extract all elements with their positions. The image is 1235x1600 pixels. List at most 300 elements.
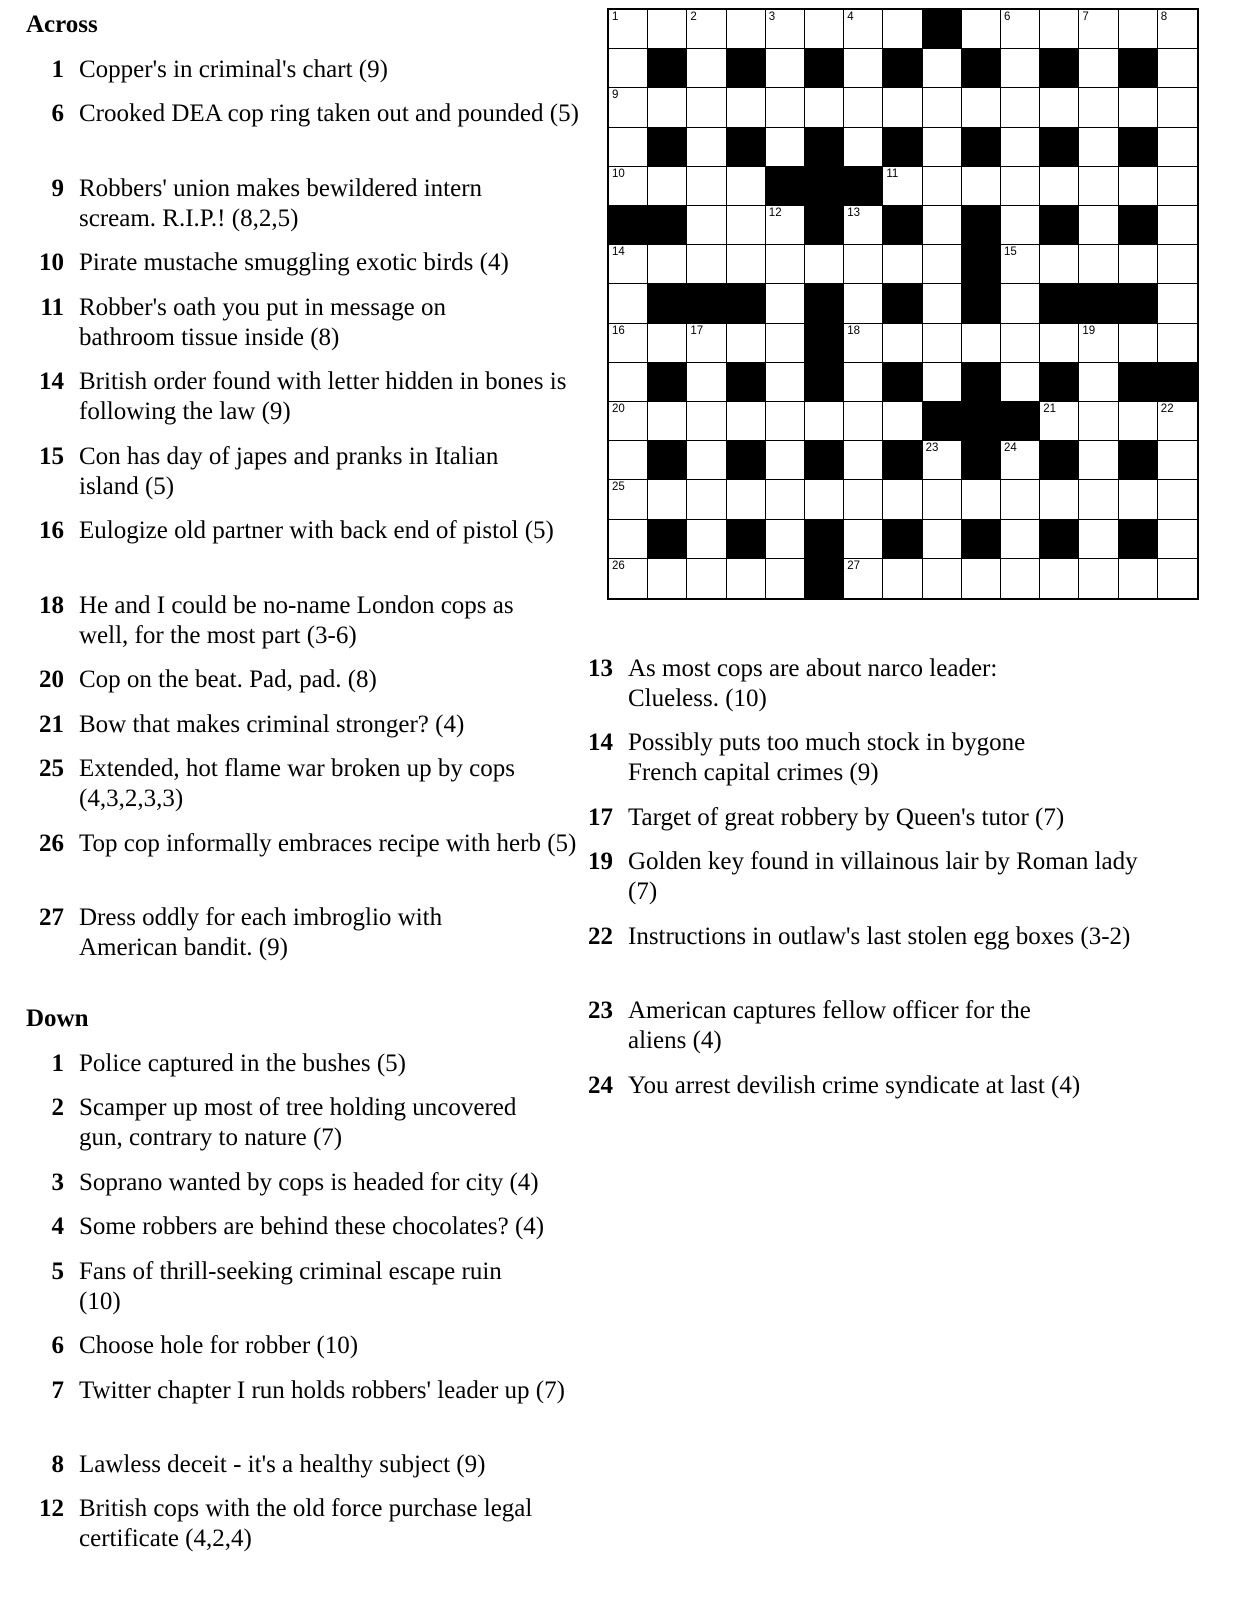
grid-cell[interactable] [687, 206, 726, 245]
grid-cell[interactable] [609, 10, 648, 49]
grid-cell[interactable] [883, 10, 922, 49]
grid-cell[interactable] [687, 128, 726, 167]
grid-cell[interactable] [1040, 167, 1079, 206]
grid-cell[interactable] [766, 284, 805, 323]
cell-number: 11 [886, 167, 899, 180]
black-square [1040, 284, 1079, 323]
grid-cell[interactable] [1001, 167, 1040, 206]
grid-cell[interactable] [883, 480, 922, 519]
grid-cell[interactable] [1119, 88, 1158, 127]
grid-cell[interactable] [1001, 324, 1040, 363]
black-square [805, 559, 844, 598]
grid-cell[interactable] [1001, 49, 1040, 88]
down-clue [575, 654, 1048, 714]
clue-number: 20 [39, 666, 64, 693]
grid-cell[interactable] [844, 88, 883, 127]
down-clue [575, 728, 1078, 788]
grid-cell[interactable] [1079, 49, 1118, 88]
cell-number: 7 [1082, 11, 1089, 23]
grid-cell[interactable] [923, 520, 962, 559]
grid-cell[interactable] [844, 49, 883, 88]
cell-number: 24 [1004, 442, 1017, 455]
cell-number: 5 [925, 11, 932, 23]
grid-cell[interactable] [766, 402, 805, 441]
black-square [805, 49, 844, 88]
across-clue [26, 710, 579, 740]
grid-cell[interactable] [923, 363, 962, 402]
grid-cell[interactable] [805, 480, 844, 519]
clue-number: 5 [51, 1258, 64, 1285]
clue-number: 14 [39, 368, 64, 395]
across-clue [26, 293, 479, 353]
grid-cell[interactable] [962, 324, 1001, 363]
down-clue [26, 1331, 579, 1361]
grid-cell[interactable] [923, 480, 962, 519]
black-square [1040, 206, 1079, 245]
grid-cell[interactable] [609, 324, 648, 363]
grid-cell[interactable] [1079, 363, 1118, 402]
grid-cell[interactable] [1001, 520, 1040, 559]
grid-cell[interactable] [1079, 402, 1118, 441]
black-square [648, 284, 687, 323]
grid-cell[interactable] [1158, 167, 1197, 206]
clue-text: As most cops are about narco leader: Clueless. (10) [628, 655, 998, 712]
grid-cell[interactable] [1001, 206, 1040, 245]
down-clue [26, 1049, 579, 1079]
clue-number: 13 [588, 655, 613, 682]
grid-cell[interactable] [1079, 441, 1118, 480]
grid-cell[interactable] [923, 206, 962, 245]
clue-text: Choose hole for robber (10) [79, 1332, 359, 1359]
grid-cell[interactable] [1119, 559, 1158, 598]
grid-cell[interactable] [1079, 324, 1118, 363]
grid-cell[interactable] [883, 245, 922, 284]
clue-text: He and I could be no-name London cops as well, for the most part (3-6) [79, 592, 514, 649]
cell-number: 2 [690, 11, 697, 23]
clue-text: Eulogize old partner with back end of pistol (5) [79, 517, 554, 544]
black-square [1040, 441, 1079, 480]
black-square [923, 402, 962, 441]
grid-cell[interactable] [727, 88, 766, 127]
black-square [727, 128, 766, 167]
cell-number: 27 [847, 559, 860, 572]
grid-cell[interactable] [687, 520, 726, 559]
grid-cell[interactable] [727, 480, 766, 519]
black-square [923, 10, 962, 49]
grid-cell[interactable] [727, 324, 766, 363]
clue-number: 9 [51, 175, 64, 202]
grid-cell[interactable] [1158, 284, 1197, 323]
across-clue [26, 754, 554, 814]
grid-cell[interactable] [766, 363, 805, 402]
grid-cell[interactable] [609, 128, 648, 167]
grid-cell[interactable] [727, 245, 766, 284]
grid-cell[interactable] [844, 10, 883, 49]
grid-cell[interactable] [1158, 520, 1197, 559]
grid-cell[interactable] [805, 10, 844, 49]
clue-number: 26 [39, 830, 64, 857]
black-square [648, 206, 687, 245]
grid-cell[interactable] [727, 206, 766, 245]
clue-number: 17 [588, 804, 613, 831]
black-square [1119, 363, 1158, 402]
grid-cell[interactable] [1040, 10, 1079, 49]
grid-cell[interactable] [844, 245, 883, 284]
grid-cell[interactable] [844, 402, 883, 441]
grid-cell[interactable] [962, 480, 1001, 519]
grid-cell[interactable] [805, 402, 844, 441]
grid-cell[interactable] [687, 88, 726, 127]
black-square [962, 128, 1001, 167]
grid-cell[interactable] [1079, 128, 1118, 167]
grid-cell[interactable] [883, 402, 922, 441]
black-square [1158, 363, 1197, 402]
grid-cell[interactable] [609, 559, 648, 598]
grid-cell[interactable] [844, 128, 883, 167]
clue-number: 2 [51, 1094, 64, 1121]
grid-cell[interactable] [1158, 245, 1197, 284]
grid-cell[interactable] [609, 167, 648, 206]
grid-cell[interactable] [962, 10, 1001, 49]
grid-cell[interactable] [1158, 10, 1197, 49]
grid-cell[interactable] [1079, 480, 1118, 519]
grid-cell[interactable] [883, 559, 922, 598]
down-clue [26, 1450, 579, 1480]
across-clue [26, 442, 539, 502]
grid-cell[interactable] [1158, 49, 1197, 88]
grid-cell[interactable] [687, 402, 726, 441]
grid-cell[interactable] [1158, 559, 1197, 598]
grid-cell[interactable] [1079, 88, 1118, 127]
grid-cell[interactable] [1001, 245, 1040, 284]
grid-cell[interactable] [687, 324, 726, 363]
grid-cell[interactable] [1040, 88, 1079, 127]
grid-cell[interactable] [844, 520, 883, 559]
grid-cell[interactable] [844, 363, 883, 402]
clue-number: 10 [39, 249, 64, 276]
cell-number: 19 [1082, 324, 1096, 337]
clue-text: Pirate mustache smuggling exotic birds (4) [79, 249, 509, 276]
cell-number: 23 [925, 442, 939, 455]
grid-cell[interactable] [648, 480, 687, 519]
down-clue [26, 1168, 584, 1198]
clue-text: Fans of thrill-seeking criminal escape ruin (10) [79, 1258, 502, 1315]
grid-cell[interactable] [766, 245, 805, 284]
grid-cell[interactable] [687, 441, 726, 480]
black-square [609, 206, 648, 245]
cell-number: 3 [768, 11, 776, 23]
grid-cell[interactable] [766, 206, 805, 245]
clue-text: Con has day of japes and pranks in Italian island (5) [79, 443, 499, 500]
clue-number: 4 [51, 1213, 64, 1240]
cell-number: 25 [612, 481, 625, 494]
grid-cell[interactable] [844, 480, 883, 519]
grid-cell[interactable] [923, 167, 962, 206]
clue-text: Robbers' union makes bewildered intern scream. R.I.P.! (8,2,5) [79, 175, 483, 232]
grid-cell[interactable] [1001, 363, 1040, 402]
grid-cell[interactable] [1001, 88, 1040, 127]
grid-cell[interactable] [923, 49, 962, 88]
black-square [1119, 206, 1158, 245]
across-clue [26, 665, 579, 695]
grid-cell[interactable] [1119, 324, 1158, 363]
grid-cell[interactable] [1040, 402, 1079, 441]
grid-cell[interactable] [844, 559, 883, 598]
black-square [1040, 363, 1079, 402]
clue-text: Robber's oath you put in message on bathroom tissue inside (8) [79, 294, 446, 351]
clue-text: Instructions in outlaw's last stolen egg boxes (3-2) [628, 923, 1131, 950]
down-clue [575, 803, 1148, 833]
clue-number: 6 [51, 100, 64, 127]
grid-cell[interactable] [1001, 128, 1040, 167]
grid-cell[interactable] [1040, 480, 1079, 519]
grid-cell[interactable] [727, 559, 766, 598]
black-square [962, 402, 1001, 441]
grid-cell[interactable] [1001, 441, 1040, 480]
grid-cell[interactable] [1158, 128, 1197, 167]
grid-cell[interactable] [1119, 245, 1158, 284]
grid-cell[interactable] [1079, 206, 1118, 245]
clue-text: Possibly puts too much stock in bygone French capital crimes (9) [628, 729, 1026, 786]
clue-number: 22 [588, 923, 613, 950]
black-square [1040, 128, 1079, 167]
grid-cell[interactable] [609, 363, 648, 402]
grid-cell[interactable] [962, 559, 1001, 598]
cell-number: 26 [612, 559, 625, 572]
clue-number: 6 [51, 1332, 64, 1359]
grid-cell[interactable] [727, 402, 766, 441]
clue-number: 11 [40, 294, 64, 321]
grid-cell[interactable] [1079, 245, 1118, 284]
grid-cell[interactable] [1001, 559, 1040, 598]
grid-cell[interactable] [609, 520, 648, 559]
clue-number: 7 [51, 1377, 64, 1404]
grid-cell[interactable] [1001, 284, 1040, 323]
black-square [962, 206, 1001, 245]
grid-cell[interactable] [609, 402, 648, 441]
grid-cell[interactable] [1119, 167, 1158, 206]
grid-cell[interactable] [1158, 402, 1197, 441]
grid-cell[interactable] [687, 559, 726, 598]
grid-cell[interactable] [923, 245, 962, 284]
black-square [805, 167, 844, 206]
grid-cell[interactable] [883, 324, 922, 363]
clue-text: American captures fellow officer for the aliens (4) [628, 997, 1031, 1054]
grid-cell[interactable] [687, 10, 726, 49]
black-square [805, 441, 844, 480]
black-square [648, 441, 687, 480]
grid-cell[interactable] [766, 128, 805, 167]
black-square [962, 49, 1001, 88]
clue-text: Soprano wanted by cops is headed for city (4) [79, 1169, 539, 1196]
black-square [648, 128, 687, 167]
cell-number: 18 [847, 324, 860, 337]
down-clue [26, 1494, 579, 1554]
grid-cell[interactable] [844, 206, 883, 245]
grid-cell[interactable] [923, 324, 962, 363]
grid-cell[interactable] [1119, 402, 1158, 441]
black-square [727, 284, 766, 323]
black-square [805, 284, 844, 323]
clue-text: Extended, hot flame war broken up by cops (4,3,2,3,3) [79, 755, 515, 812]
clue-number: 21 [39, 711, 64, 738]
black-square [805, 520, 844, 559]
grid-cell[interactable] [844, 441, 883, 480]
black-square [1119, 49, 1158, 88]
grid-cell[interactable] [687, 363, 726, 402]
grid-cell[interactable] [727, 10, 766, 49]
grid-cell[interactable] [609, 49, 648, 88]
cell-number: 10 [612, 167, 625, 180]
grid-cell[interactable] [766, 559, 805, 598]
grid-cell[interactable] [805, 245, 844, 284]
cell-number: 1 [612, 11, 619, 23]
clue-text: British cops with the old force purchase legal certificate (4,2,4) [79, 1495, 533, 1552]
grid-cell[interactable] [648, 402, 687, 441]
grid-cell[interactable] [1079, 10, 1118, 49]
grid-cell[interactable] [1001, 480, 1040, 519]
clue-text: Target of great robbery by Queen's tutor (7) [628, 804, 1065, 831]
grid-cell[interactable] [805, 88, 844, 127]
across-clue [26, 174, 519, 234]
cell-number: 14 [612, 246, 625, 259]
grid-cell[interactable] [962, 167, 1001, 206]
grid-cell[interactable] [648, 88, 687, 127]
black-square [1079, 284, 1118, 323]
cell-number: 21 [1043, 403, 1056, 415]
grid-cell[interactable] [1119, 480, 1158, 519]
clue-number: 27 [39, 904, 64, 931]
grid-cell[interactable] [609, 284, 648, 323]
grid-cell[interactable] [844, 284, 883, 323]
grid-cell[interactable] [766, 324, 805, 363]
grid-cell[interactable] [648, 559, 687, 598]
black-square [1119, 284, 1158, 323]
grid-cell[interactable] [1079, 167, 1118, 206]
down-clue [26, 1257, 549, 1317]
grid-cell[interactable] [609, 245, 648, 284]
across-clue [26, 516, 559, 546]
grid-cell[interactable] [923, 128, 962, 167]
grid-cell[interactable] [766, 10, 805, 49]
cell-number: 6 [1004, 11, 1011, 23]
grid-cell[interactable] [1079, 520, 1118, 559]
grid-cell[interactable] [923, 284, 962, 323]
crossword-grid [607, 8, 1199, 600]
grid-cell[interactable] [687, 480, 726, 519]
grid-cell[interactable] [923, 88, 962, 127]
down-heading: Down [26, 1005, 89, 1032]
grid-cell[interactable] [687, 245, 726, 284]
black-square [805, 324, 844, 363]
cell-number: 17 [690, 324, 704, 337]
clue-text: Cop on the beat. Pad, pad. (8) [79, 666, 377, 693]
clue-text: Police captured in the bushes (5) [79, 1050, 406, 1077]
clue-number: 1 [51, 1050, 64, 1077]
grid-cell[interactable] [923, 559, 962, 598]
grid-cell[interactable] [1119, 10, 1158, 49]
across-heading: Across [26, 11, 98, 38]
down-clue [26, 1093, 559, 1153]
black-square [648, 520, 687, 559]
black-square [805, 206, 844, 245]
black-square [805, 363, 844, 402]
grid-cell[interactable] [883, 167, 922, 206]
grid-cell[interactable] [766, 441, 805, 480]
clue-text: Copper's in criminal's chart (9) [79, 56, 388, 83]
clue-number: 14 [588, 729, 613, 756]
black-square [883, 363, 922, 402]
grid-cell[interactable] [1040, 245, 1079, 284]
grid-cell[interactable] [962, 88, 1001, 127]
grid-cell[interactable] [648, 10, 687, 49]
grid-cell[interactable] [1079, 559, 1118, 598]
black-square [805, 128, 844, 167]
black-square [1001, 402, 1040, 441]
grid-cell[interactable] [727, 167, 766, 206]
grid-cell[interactable] [1158, 206, 1197, 245]
grid-cell[interactable] [1158, 88, 1197, 127]
black-square [1119, 441, 1158, 480]
grid-cell[interactable] [609, 441, 648, 480]
grid-cell[interactable] [1158, 480, 1197, 519]
cell-number: 13 [847, 207, 860, 219]
grid-cell[interactable] [1158, 324, 1197, 363]
grid-cell[interactable] [1001, 10, 1040, 49]
clue-number: 16 [39, 517, 64, 544]
clue-text: Golden key found in villainous lair by Roman lady (7) [628, 848, 1138, 905]
clue-text: Twitter chapter I run holds robbers' leader up (7) [79, 1377, 565, 1404]
grid-cell[interactable] [844, 324, 883, 363]
grid-cell[interactable] [1158, 441, 1197, 480]
black-square [1119, 520, 1158, 559]
grid-cell[interactable] [883, 88, 922, 127]
grid-cell[interactable] [609, 480, 648, 519]
black-square [883, 49, 922, 88]
grid-cell[interactable] [648, 324, 687, 363]
cell-number: 9 [612, 89, 619, 102]
black-square [962, 245, 1001, 284]
grid-cell[interactable] [648, 167, 687, 206]
across-clue [26, 99, 584, 129]
grid-cell[interactable] [648, 245, 687, 284]
grid-cell[interactable] [766, 49, 805, 88]
clue-number: 3 [51, 1169, 64, 1196]
grid-cell[interactable] [923, 441, 962, 480]
cell-number: 12 [768, 207, 782, 219]
black-square [727, 363, 766, 402]
black-square [727, 520, 766, 559]
grid-cell[interactable] [766, 480, 805, 519]
clue-text: Scamper up most of tree holding uncovered gun, contrary to nature (7) [79, 1094, 517, 1151]
grid-cell[interactable] [766, 520, 805, 559]
black-square [883, 206, 922, 245]
black-square [883, 520, 922, 559]
across-clue [26, 55, 579, 85]
grid-cell[interactable] [1040, 324, 1079, 363]
grid-cell[interactable] [609, 88, 648, 127]
black-square [766, 167, 805, 206]
black-square [648, 49, 687, 88]
black-square [1119, 128, 1158, 167]
grid-cell[interactable] [687, 167, 726, 206]
black-square [883, 128, 922, 167]
grid-cell[interactable] [1040, 559, 1079, 598]
grid-cell[interactable] [766, 88, 805, 127]
cell-number: 4 [847, 11, 854, 23]
grid-cell[interactable] [687, 49, 726, 88]
clue-number: 1 [51, 56, 64, 83]
